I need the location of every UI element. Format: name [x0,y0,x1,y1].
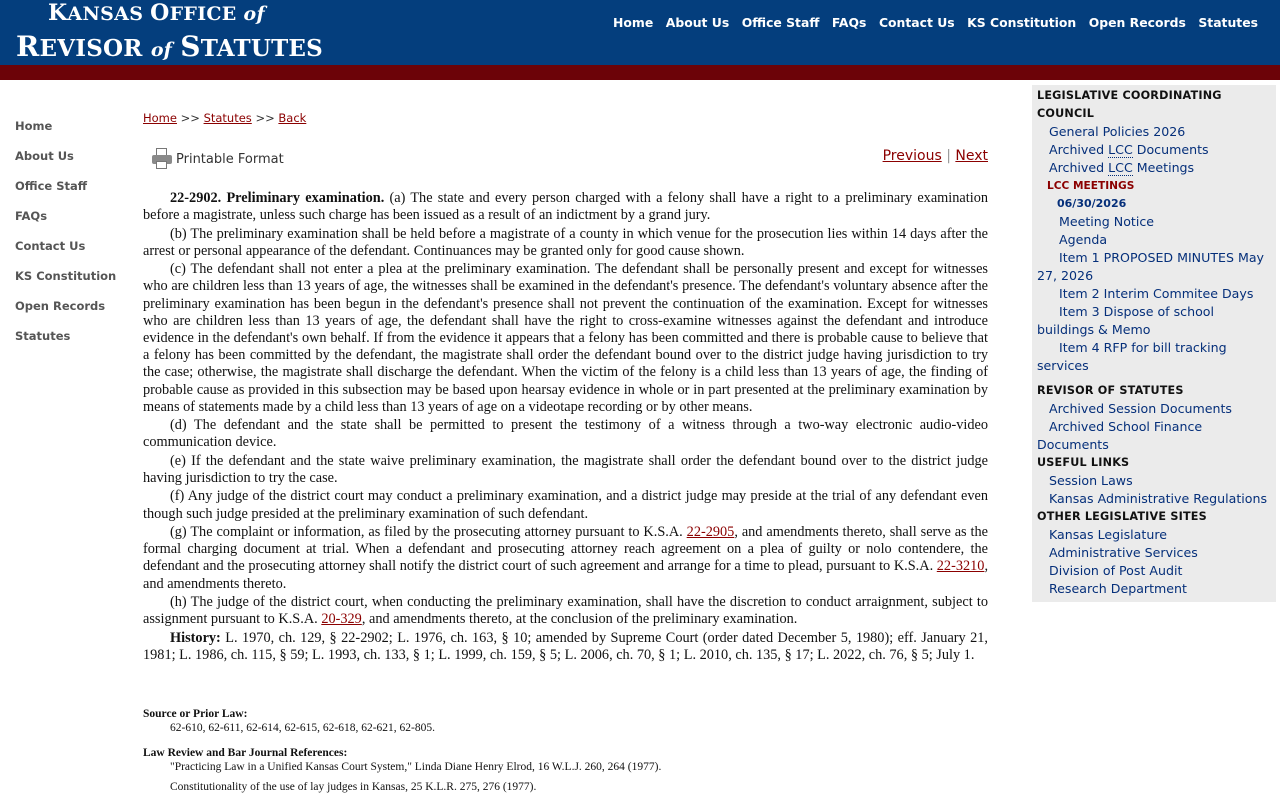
logo-text: O [150,0,170,26]
research-department-link[interactable]: Research Department [1049,581,1187,596]
logo-text: K [48,0,68,26]
useful-links-heading: USEFUL LINKS [1037,456,1130,469]
right-sidebar [1032,85,1276,602]
top-nav-office-staff[interactable]: Office Staff [741,15,820,30]
top-nav-about-us[interactable]: About Us [665,15,730,30]
meeting-notice-link[interactable]: Meeting Notice [1059,214,1155,229]
administrative-services-link[interactable]: Administrative Services [1049,545,1198,560]
left-nav-ks-constitution[interactable]: KS Constitution [15,269,117,283]
link-text: Documents [1136,142,1209,157]
site-header [0,0,1280,65]
law-review-reference: "Practicing Law in a Unified Kansas Court System," Linda Diane Henry Elrod, 16 W.L.J. 260, 264 (1977). [170,761,662,773]
meeting-date: 06/30/2026 [1057,197,1127,210]
left-nav-faqs[interactable]: FAQs [15,209,48,223]
breadcrumb-home[interactable]: Home [143,111,177,125]
left-nav-statutes[interactable]: Statutes [15,329,71,343]
top-nav-contact-us[interactable]: Contact Us [878,15,955,30]
statute-paragraph-h [143,594,988,628]
statute-paragraph-e: (e) If the defendant and the state waive preliminary examination, the magistrate shall order the defendant bound over to the district judge having jurisdiction to try the case. [143,452,988,486]
breadcrumb-separator: >> [180,111,200,125]
history-label: History: [170,629,221,646]
lcc-meetings-heading: LCC MEETINGS [1047,180,1135,192]
statute-link-22-2905[interactable]: 22-2905 [686,523,735,540]
top-nav-home[interactable]: Home [613,15,654,30]
lcc-section [1037,87,1273,375]
statute-paragraph-c: (c) The defendant shall not enter a plea at the preliminary examination. The defendant shall be personally present and except for witnesses who are children less than 13 years of age, the witnesses shall be examined in the defendant's presence. The defendant's voluntary absence after the preliminary examination has been begun in the defendant's presence shall not prevent the continuation of the examination. Except for witnesses who are children less than 13 years of age, the defendant shall have the right to cross-examine witnesses against the defendant and introduce evidence in the defendant's own behalf. If from the evidence it appears that a felony has been committed and there is probable cause to believe that a felony has been committed by the defendant, the magistrate shall order the defendant bound over to the district judge having jurisdiction to try the case; otherwise, the magistrate shall discharge the defendant. When the victim of the felony is a child less than 13 years of age, the finding of probable cause as provided in this subsection may be based upon hearsay evidence in whole or in part presented at the preliminary examination by means of statements made by a child less than 13 years of age on a videotape recording or by other means. [143,261,988,415]
left-nav-open-records[interactable]: Open Records [15,299,106,313]
link-text: Archived [1049,160,1105,175]
statute-paragraph-b: (b) The preliminary examination shall be held before a magistrate of a county in which venue for the prosecution lies within 14 days after the arrest or personal appearance of the defendant. Continuances may be granted only for good cause shown. [143,225,988,259]
statute-paragraph-g [143,524,988,593]
breadcrumb [143,111,306,125]
kansas-legislature-link[interactable]: Kansas Legislature [1049,527,1167,542]
statute-notes [143,707,988,794]
link-text: Archived [1049,142,1105,157]
top-nav [613,15,1258,30]
statute-text: , and amendments thereto. [143,558,989,592]
top-nav-faqs[interactable]: FAQs [831,15,867,30]
statute-text: (g) The complaint or information, as filed by the prosecuting attorney pursuant to K.S.A. [170,523,683,540]
printable-format-label: Printable Format [176,151,284,167]
lcc-abbreviation: LCC [1108,142,1133,157]
logo-text: EVISOR [39,35,143,62]
division-post-audit-link[interactable]: Division of Post Audit [1049,563,1183,578]
top-nav-statutes[interactable]: Statutes [1198,15,1258,30]
breadcrumb-statutes[interactable]: Statutes [203,111,252,125]
statute-history [143,630,988,664]
pager [883,148,988,164]
printer-icon [151,148,173,170]
history-text: L. 1970, ch. 129, § 22-2902; L. 1976, ch. 163, § 10; amended by Supreme Court (order dated December 5, 1980); eff. January 21, 1981; L. 1986, ch. 115, § 59; L. 1993, ch. 133, § 1; L. 1999, ch. 159, § 5; L. 2006, ch. 70, § 1; L. 2010, ch. 135, § 17; L. 2022, ch. 76, § 5; July 1. [143,629,988,663]
statute-paragraph-a [143,190,988,224]
item-1-link[interactable]: Item 1 PROPOSED MINUTES May 27, 2026 [1037,250,1265,283]
left-nav [15,119,130,359]
archived-school-finance-link[interactable]: Archived School Finance Documents [1037,419,1203,452]
statute-text: (h) The judge of the district court, when conducting the preliminary examination, shall have the discretion to conduct arraignment, subject to assignment pursuant to K.S.A. [143,593,988,628]
law-review-reference: Constitutionality of the use of lay judges in Kansas, 25 K.L.R. 275, 276 (1977). [170,781,537,793]
left-nav-about-us[interactable]: About Us [15,149,74,163]
statute-link-20-329[interactable]: 20-329 [321,611,362,628]
lcc-archived-meetings-link[interactable] [1037,159,1273,177]
logo-text: FFICE [169,3,237,25]
statute-paragraph-d: (d) The defendant and the state shall be permitted to present the testimony of a witness through a two-way electronic audio-video communication device. [143,417,988,451]
left-nav-contact-us[interactable]: Contact Us [15,239,86,253]
logo-text: ANSAS [67,3,144,25]
logo-line-2 [16,30,323,63]
law-review-heading: Law Review and Bar Journal References: [143,747,348,759]
top-nav-open-records[interactable]: Open Records [1088,15,1186,30]
statute-text: , and amendments thereto, at the conclusion of the preliminary examination. [361,611,798,628]
other-sites-heading: OTHER LEGISLATIVE SITES [1037,510,1207,523]
accent-bar [0,65,1280,80]
lcc-general-policies-link[interactable]: General Policies 2026 [1049,124,1186,139]
lcc-archived-documents-link[interactable] [1037,141,1273,159]
printable-format-link[interactable] [151,148,284,170]
left-nav-office-staff[interactable]: Office Staff [15,179,88,193]
statute-link-22-3210[interactable]: 22-3210 [936,558,985,575]
lcc-heading: LEGISLATIVE COORDINATING COUNCIL [1037,89,1222,120]
statute-text: (a) The state and every person charged with a felony shall have a right to a preliminary examination before a magistrate, unless such charge has been issued as a result of an indictment by a grand jury. [143,190,989,224]
item-4-link[interactable]: Item 4 RFP for bill tracking services [1037,340,1227,373]
statute-text: , and amendments thereto, shall serve as the formal charging document at trial. When a defendant and prosecuting attorney reach agreement on a plea of guilty or nolo contendere, the defendant and the prosecuting attorney shall notify the district court of such agreement and arrange for a time to plead, pursuant to K.S.A. [143,523,988,575]
session-laws-link[interactable]: Session Laws [1049,473,1133,488]
statute-paragraph-f: (f) Any judge of the district court may conduct a preliminary examination, and a district judge may preside at the trial of any defendant even though such judge presided at the preliminary examination of such defendant. [143,488,988,522]
breadcrumb-separator: >> [255,111,275,125]
lcc-abbreviation: LCC [1108,160,1133,175]
next-link[interactable]: Next [955,148,988,164]
revisor-heading: REVISOR OF STATUTES [1037,384,1184,397]
logo-text: TATUTES [200,35,323,62]
logo-text: R [16,30,40,63]
logo-line-1 [48,2,265,24]
left-nav-home[interactable]: Home [15,119,53,133]
logo-text: S [180,30,201,63]
revisor-section [1037,382,1273,598]
statute-body [143,190,988,665]
statute-title: Preliminary examination. [226,190,385,206]
top-nav-ks-constitution[interactable]: KS Constitution [967,15,1077,30]
item-3-link[interactable]: Item 3 Dispose of school buildings & Memo [1037,304,1214,337]
logo-text: of [150,39,173,61]
kansas-admin-regulations-link[interactable]: Kansas Administrative Regulations [1049,491,1268,506]
item-2-link[interactable]: Item 2 Interim Commitee Days [1059,286,1254,301]
logo-text: of [243,3,265,25]
source-heading: Source or Prior Law: [143,708,248,720]
previous-link[interactable]: Previous [882,148,942,164]
breadcrumb-back[interactable]: Back [278,111,307,125]
source-text: 62-610, 62-611, 62-614, 62-615, 62-618, 62-621, 62-805. [170,722,436,734]
pager-separator: | [946,148,951,164]
agenda-link[interactable]: Agenda [1059,232,1108,247]
statute-number: 22-2902. [170,190,222,206]
archived-session-documents-link[interactable]: Archived Session Documents [1049,401,1232,416]
link-text: Meetings [1136,160,1195,175]
